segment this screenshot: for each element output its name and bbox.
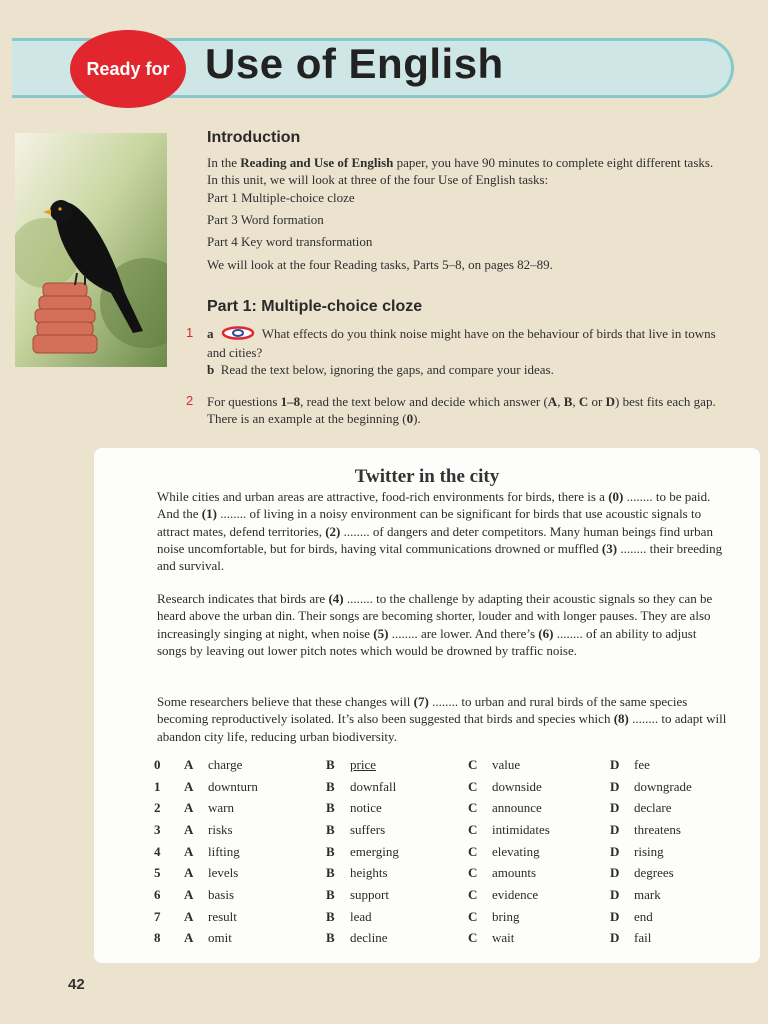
option-cell bbox=[184, 884, 200, 906]
intro-text: In the bbox=[207, 155, 241, 170]
option-c: wait bbox=[492, 930, 515, 946]
option-letter: C bbox=[468, 756, 478, 772]
option-d: end bbox=[634, 908, 653, 924]
option-cell bbox=[184, 841, 200, 863]
part1-heading: Part 1: Multiple-choice cloze bbox=[207, 298, 423, 315]
option-b: price bbox=[350, 756, 376, 772]
option-letter: A bbox=[184, 865, 194, 881]
intro-text: paper, you have 90 minutes to complete eight different tasks. In this unit, we will look at three of the four Use of English tasks: bbox=[207, 155, 714, 187]
option-a: omit bbox=[208, 930, 232, 946]
option-a: result bbox=[208, 908, 237, 924]
option-b: downfall bbox=[350, 778, 397, 794]
gap-number: (7) bbox=[413, 694, 429, 709]
option-cell bbox=[326, 906, 342, 928]
option-cell bbox=[342, 819, 468, 841]
option-cell bbox=[626, 928, 752, 950]
option-d: fee bbox=[634, 756, 650, 772]
option-letter: B bbox=[326, 865, 335, 881]
option-letter: C bbox=[468, 865, 478, 881]
option-cell bbox=[610, 841, 626, 863]
option-letter: D bbox=[610, 843, 620, 859]
option-cell bbox=[200, 754, 326, 776]
task-text: For questions bbox=[207, 394, 281, 409]
question-number: 8 bbox=[154, 930, 161, 946]
option-b: heights bbox=[350, 865, 388, 881]
option-letter: C bbox=[468, 930, 478, 946]
task-text-bold: C bbox=[578, 394, 589, 409]
option-cell bbox=[326, 776, 342, 798]
task-text-bold: 1–8 bbox=[280, 394, 301, 409]
option-row bbox=[154, 884, 752, 906]
option-cell bbox=[626, 884, 752, 906]
option-cell bbox=[610, 819, 626, 841]
option-cell bbox=[154, 776, 184, 798]
option-row bbox=[154, 841, 752, 863]
ready-for-badge bbox=[70, 30, 186, 108]
question-number: 0 bbox=[154, 756, 161, 772]
option-cell bbox=[342, 884, 468, 906]
option-letter: A bbox=[184, 886, 194, 902]
task-text-bold: B bbox=[563, 394, 573, 409]
task-text-bold: 0 bbox=[406, 411, 414, 426]
option-letter: A bbox=[184, 756, 194, 772]
paragraph-text: ........ to adapt will abandon city life, reducing urban biodiversity. bbox=[157, 711, 727, 744]
option-cell bbox=[468, 754, 484, 776]
option-cell bbox=[342, 862, 468, 884]
option-letter: D bbox=[610, 865, 620, 881]
gap-number: (0) bbox=[608, 489, 624, 504]
option-a: basis bbox=[208, 886, 234, 902]
reading-paragraph-2 bbox=[157, 590, 727, 659]
paragraph-text: ........ of dangers and deter competitors. Many human beings find urban noise uncomfortable, but for birds, having vital communications drowned or muffled bbox=[157, 523, 713, 556]
option-letter: D bbox=[610, 930, 620, 946]
gap-number: (1) bbox=[201, 506, 217, 522]
introduction-paragraph bbox=[207, 154, 727, 188]
option-cell bbox=[610, 928, 626, 950]
option-a: risks bbox=[208, 821, 233, 837]
option-letter: C bbox=[468, 800, 478, 816]
option-cell bbox=[484, 928, 610, 950]
option-letter: D bbox=[610, 800, 620, 816]
option-cell bbox=[184, 862, 200, 884]
option-letter: B bbox=[326, 930, 335, 946]
task-1b bbox=[207, 361, 732, 378]
option-letter: C bbox=[468, 843, 478, 859]
option-letter: C bbox=[468, 908, 478, 924]
option-c: value bbox=[492, 756, 521, 772]
option-cell bbox=[326, 841, 342, 863]
option-cell bbox=[626, 819, 752, 841]
option-cell bbox=[484, 797, 610, 819]
task-number: 1 bbox=[186, 325, 194, 340]
option-row bbox=[154, 776, 752, 798]
option-cell bbox=[184, 928, 200, 950]
option-letter: A bbox=[184, 800, 194, 816]
option-cell bbox=[200, 906, 326, 928]
task-text: ) best fits each gap. There is an example at the beginning ( bbox=[207, 394, 716, 426]
gap-number: (2) bbox=[325, 523, 341, 539]
option-cell bbox=[468, 776, 484, 798]
question-number: 5 bbox=[154, 865, 161, 881]
option-letter: A bbox=[184, 908, 194, 924]
option-cell bbox=[326, 819, 342, 841]
question-number: 3 bbox=[154, 821, 161, 837]
option-cell bbox=[154, 862, 184, 884]
option-d: mark bbox=[634, 886, 661, 902]
gap-number: (4) bbox=[328, 591, 344, 606]
reading-paragraph-1 bbox=[157, 488, 727, 574]
task-text: or bbox=[588, 394, 606, 409]
option-cell bbox=[326, 928, 342, 950]
option-cell bbox=[468, 841, 484, 863]
option-cell bbox=[610, 776, 626, 798]
option-c: announce bbox=[492, 800, 542, 816]
option-cell bbox=[326, 862, 342, 884]
task-text: ). bbox=[413, 411, 421, 426]
option-cell bbox=[342, 906, 468, 928]
option-d: rising bbox=[634, 843, 664, 859]
paragraph-text: ........ to the challenge by adapting their acoustic signals so they can be heard above the urban din. Their songs are becoming shorter, louder and with longer pauses. They are also increasingly singing at night, when noise bbox=[157, 591, 713, 641]
option-cell bbox=[484, 862, 610, 884]
option-cell bbox=[484, 776, 610, 798]
option-row bbox=[154, 928, 752, 950]
option-cell bbox=[154, 797, 184, 819]
option-cell bbox=[342, 776, 468, 798]
gap-number: (5) bbox=[373, 625, 389, 641]
option-cell bbox=[468, 797, 484, 819]
option-a: levels bbox=[208, 865, 239, 881]
ready-for-label: Ready for bbox=[86, 58, 170, 79]
option-cell bbox=[484, 884, 610, 906]
option-cell bbox=[184, 797, 200, 819]
option-cell bbox=[342, 754, 468, 776]
option-letter: B bbox=[326, 800, 335, 816]
option-letter: B bbox=[326, 756, 335, 772]
option-b: support bbox=[350, 886, 389, 902]
option-cell bbox=[326, 884, 342, 906]
blackbird-photo bbox=[15, 133, 167, 367]
option-letter: D bbox=[610, 908, 620, 924]
paragraph-text: ........ of an ability to adjust songs by leaving out lower pitch notes which would be drowned by traffic noise. bbox=[157, 625, 697, 658]
page-number: 42 bbox=[68, 976, 85, 993]
option-row bbox=[154, 862, 752, 884]
option-letter: D bbox=[610, 778, 620, 794]
option-a: charge bbox=[208, 756, 243, 772]
option-cell bbox=[484, 841, 610, 863]
task-1a bbox=[207, 325, 732, 361]
paragraph-text: ........ are lower. And there’s bbox=[388, 625, 539, 641]
option-a: downturn bbox=[208, 778, 258, 794]
paragraph-text: ........ of living in a noisy environment can be significant for birds that use acoustic signals to attract mates, defend territories, bbox=[157, 506, 702, 539]
question-number: 6 bbox=[154, 886, 161, 902]
option-a: warn bbox=[208, 800, 234, 816]
option-cell bbox=[154, 928, 184, 950]
option-letter: B bbox=[326, 821, 335, 837]
option-row bbox=[154, 906, 752, 928]
option-d: threatens bbox=[634, 821, 681, 837]
option-c: elevating bbox=[492, 843, 540, 859]
option-cell bbox=[610, 884, 626, 906]
option-b: notice bbox=[350, 800, 382, 816]
option-b: lead bbox=[350, 908, 372, 924]
audio-listening-icon[interactable] bbox=[221, 326, 255, 344]
option-letter: C bbox=[468, 778, 478, 794]
option-a: lifting bbox=[208, 843, 240, 859]
option-cell bbox=[154, 906, 184, 928]
option-letter: C bbox=[468, 886, 478, 902]
option-c: evidence bbox=[492, 886, 539, 902]
option-d: fail bbox=[634, 930, 652, 946]
question-number: 7 bbox=[154, 908, 161, 924]
option-cell bbox=[200, 797, 326, 819]
option-cell bbox=[326, 754, 342, 776]
task-number: 2 bbox=[186, 393, 194, 408]
option-cell bbox=[468, 906, 484, 928]
question-number: 4 bbox=[154, 843, 161, 859]
option-cell bbox=[200, 819, 326, 841]
option-cell bbox=[610, 906, 626, 928]
option-c: intimidates bbox=[492, 821, 550, 837]
option-letter: B bbox=[326, 778, 335, 794]
page-title: Use of English bbox=[205, 40, 504, 87]
option-row bbox=[154, 754, 752, 776]
option-d: degrees bbox=[634, 865, 674, 881]
part-item: Part 4 Key word transformation bbox=[207, 234, 373, 249]
task-text-bold: A bbox=[547, 394, 558, 409]
option-cell bbox=[154, 754, 184, 776]
intro-paper-name: Reading and Use of English bbox=[240, 155, 394, 170]
gap-number: (6) bbox=[538, 625, 554, 641]
option-letter: A bbox=[184, 821, 194, 837]
paragraph-text: Some researchers believe that these changes will bbox=[157, 694, 414, 709]
option-cell bbox=[184, 819, 200, 841]
paragraph-text: ........ to urban and rural birds of the same species becoming reproductively isolated. It’s also been suggested that birds and species which bbox=[157, 694, 688, 727]
introduction-heading: Introduction bbox=[207, 129, 301, 146]
option-row bbox=[154, 819, 752, 841]
paragraph-text: While cities and urban areas are attractive, food-rich environments for birds, there is a bbox=[157, 489, 609, 504]
option-d: downgrade bbox=[634, 778, 692, 794]
option-b: emerging bbox=[350, 843, 399, 859]
option-cell bbox=[610, 754, 626, 776]
reading-note: We will look at the four Reading tasks, Parts 5–8, on pages 82–89. bbox=[207, 257, 553, 272]
option-cell bbox=[626, 841, 752, 863]
option-letter: A bbox=[184, 843, 194, 859]
paragraph-text: Research indicates that birds are bbox=[157, 591, 329, 606]
option-cell bbox=[626, 906, 752, 928]
option-letter: B bbox=[326, 908, 335, 924]
option-cell bbox=[184, 754, 200, 776]
task-letter: b bbox=[207, 362, 215, 377]
option-cell bbox=[610, 862, 626, 884]
paragraph-text: ........ to be paid. And the bbox=[157, 489, 711, 522]
option-cell bbox=[342, 797, 468, 819]
option-cell bbox=[626, 862, 752, 884]
option-cell bbox=[200, 862, 326, 884]
option-cell bbox=[154, 819, 184, 841]
option-row bbox=[154, 797, 752, 819]
task-text: Read the text below, ignoring the gaps, and compare your ideas. bbox=[220, 362, 554, 377]
option-cell bbox=[484, 819, 610, 841]
option-cell bbox=[184, 776, 200, 798]
option-d: declare bbox=[634, 800, 672, 816]
part-item: Part 1 Multiple-choice cloze bbox=[207, 190, 355, 205]
option-cell bbox=[200, 928, 326, 950]
option-letter: B bbox=[326, 886, 335, 902]
option-cell bbox=[626, 776, 752, 798]
option-cell bbox=[626, 797, 752, 819]
gap-number: (8) bbox=[613, 711, 629, 727]
task-text: What effects do you think noise might have on the behaviour of birds that live in towns and cities? bbox=[207, 326, 716, 361]
option-letter: D bbox=[610, 821, 620, 837]
paragraph-text: ........ their breeding and survival. bbox=[157, 540, 723, 574]
task-text: , bbox=[557, 394, 564, 409]
option-cell bbox=[342, 928, 468, 950]
reading-title: Twitter in the city bbox=[354, 466, 500, 487]
option-letter: A bbox=[184, 778, 194, 794]
option-cell bbox=[200, 776, 326, 798]
option-cell bbox=[468, 884, 484, 906]
option-b: suffers bbox=[350, 821, 386, 837]
question-number: 2 bbox=[154, 800, 161, 816]
option-letter: C bbox=[468, 821, 478, 837]
reading-paragraph-3 bbox=[157, 693, 727, 745]
option-letter: D bbox=[610, 756, 620, 772]
option-cell bbox=[154, 841, 184, 863]
option-c: downside bbox=[492, 778, 542, 794]
gap-number: (3) bbox=[601, 540, 618, 556]
answer-options-table bbox=[154, 754, 752, 949]
option-cell bbox=[468, 862, 484, 884]
option-cell bbox=[200, 841, 326, 863]
option-cell bbox=[468, 928, 484, 950]
task-text-bold: D bbox=[605, 394, 615, 409]
option-c: bring bbox=[492, 908, 520, 924]
option-letter: B bbox=[326, 843, 335, 859]
option-letter: A bbox=[184, 930, 194, 946]
option-cell bbox=[484, 906, 610, 928]
option-cell bbox=[154, 884, 184, 906]
part-item: Part 3 Word formation bbox=[207, 212, 324, 227]
option-cell bbox=[342, 841, 468, 863]
option-c: amounts bbox=[492, 865, 537, 881]
option-cell bbox=[326, 797, 342, 819]
option-b: decline bbox=[350, 930, 388, 946]
task-text: , bbox=[572, 394, 579, 409]
option-letter: D bbox=[610, 886, 620, 902]
task-2 bbox=[207, 393, 732, 427]
option-cell bbox=[184, 906, 200, 928]
option-cell bbox=[484, 754, 610, 776]
option-cell bbox=[626, 754, 752, 776]
task-text: , read the text below and decide which answer ( bbox=[300, 394, 548, 409]
option-cell bbox=[200, 884, 326, 906]
question-number: 1 bbox=[154, 778, 161, 794]
task-letter: a bbox=[207, 326, 214, 341]
option-cell bbox=[468, 819, 484, 841]
reading-text-panel bbox=[94, 448, 760, 963]
option-cell bbox=[610, 797, 626, 819]
